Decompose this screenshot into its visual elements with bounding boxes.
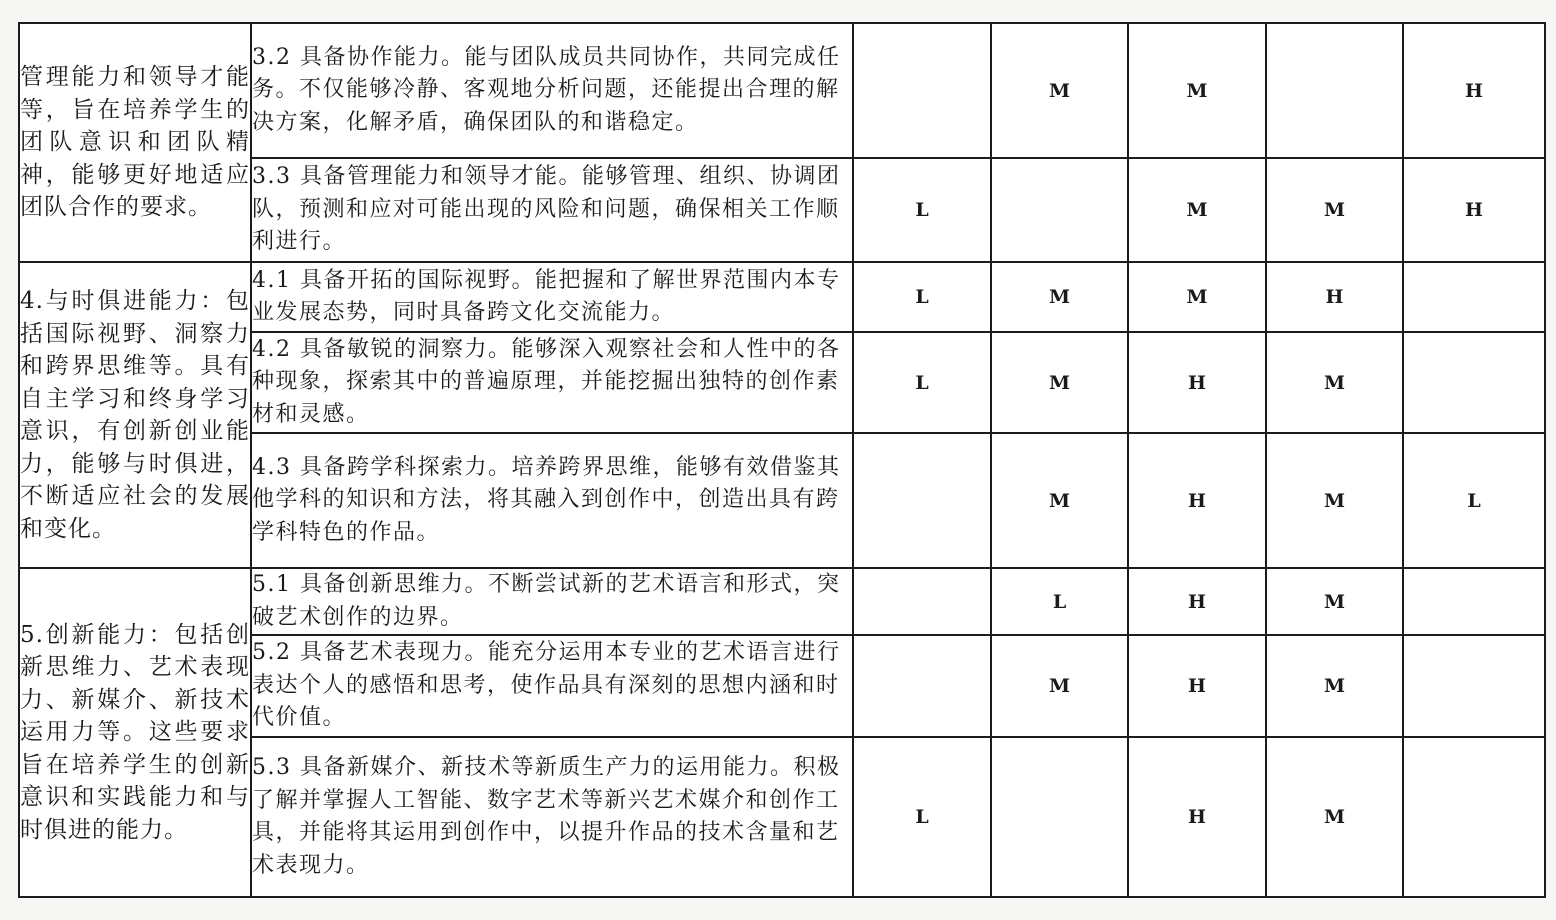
table-row [19, 262, 1545, 332]
requirement-cell: 3.2 具备协作能力。能与团队成员共同协作，共同完成任务。不仅能够冷静、客观地分析问题，还能提出合理的解决方案，化解矛盾，确保团队的和谐稳定。 [251, 23, 853, 158]
mark-cell: H [1128, 737, 1266, 897]
mark-cell: H [1128, 332, 1266, 433]
mark-cell: M [1266, 332, 1403, 433]
mark-cell [853, 23, 991, 158]
requirement-cell: 5.2 具备艺术表现力。能充分运用本专业的艺术语言进行表达个人的感悟和思考，使作品具有深刻的思想内涵和时代价值。 [251, 635, 853, 737]
mark-cell: H [1128, 635, 1266, 737]
mark-cell: H [1128, 433, 1266, 568]
mark-cell: L [853, 332, 991, 433]
mark-cell: M [991, 23, 1128, 158]
mark-cell [1403, 568, 1545, 635]
group-cell-4: 4.与时俱进能力：包括国际视野、洞察力和跨界思维等。具有自主学习和终身学习意识，有创新创业能力，能够与时俱进，不断适应社会的发展和变化。 [19, 262, 251, 568]
mark-cell: M [1266, 568, 1403, 635]
mark-cell: M [991, 635, 1128, 737]
table-row [19, 23, 1545, 158]
mark-cell: M [1266, 433, 1403, 568]
mark-cell: M [1266, 635, 1403, 737]
mark-cell [1403, 635, 1545, 737]
mark-cell [991, 158, 1128, 262]
mark-cell: L [853, 737, 991, 897]
mark-cell [1403, 332, 1545, 433]
mark-cell: M [991, 332, 1128, 433]
mark-cell: H [1266, 262, 1403, 332]
mark-cell [1403, 737, 1545, 897]
table-row [19, 568, 1545, 635]
group-cell-5: 5.创新能力：包括创新思维力、艺术表现力、新媒介、新技术运用力等。这些要求旨在培养学生的创新意识和实践能力和与时俱进的能力。 [19, 568, 251, 897]
mark-cell: H [1403, 23, 1545, 158]
mark-cell [1266, 23, 1403, 158]
mark-cell [991, 737, 1128, 897]
mark-cell: M [1128, 158, 1266, 262]
mark-cell: M [991, 262, 1128, 332]
mark-cell: M [1266, 737, 1403, 897]
requirement-cell: 5.3 具备新媒介、新技术等新质生产力的运用能力。积极了解并掌握人工智能、数字艺术等新兴艺术媒介和创作工具，并能将其运用到创作中，以提升作品的技术含量和艺术表现力。 [251, 737, 853, 897]
mark-cell: L [991, 568, 1128, 635]
mark-cell: L [853, 262, 991, 332]
mark-cell [853, 635, 991, 737]
requirement-cell: 5.1 具备创新思维力。不断尝试新的艺术语言和形式，突破艺术创作的边界。 [251, 568, 853, 635]
mark-cell [1403, 262, 1545, 332]
document-page [18, 22, 1544, 896]
mark-cell: H [1128, 568, 1266, 635]
mark-cell: H [1403, 158, 1545, 262]
mark-cell: M [1266, 158, 1403, 262]
mark-cell: M [991, 433, 1128, 568]
mark-cell: M [1128, 23, 1266, 158]
requirement-cell: 4.3 具备跨学科探索力。培养跨界思维，能够有效借鉴其他学科的知识和方法，将其融入到创作中，创造出具有跨学科特色的作品。 [251, 433, 853, 568]
mark-cell: M [1128, 262, 1266, 332]
mark-cell: L [1403, 433, 1545, 568]
requirement-cell: 3.3 具备管理能力和领导才能。能够管理、组织、协调团队，预测和应对可能出现的风险和问题，确保相关工作顺利进行。 [251, 158, 853, 262]
requirement-cell: 4.1 具备开拓的国际视野。能把握和了解世界范围内本专业发展态势，同时具备跨文化交流能力。 [251, 262, 853, 332]
mark-cell [853, 568, 991, 635]
group-cell-3: 管理能力和领导才能等，旨在培养学生的团队意识和团队精神，能够更好地适应团队合作的要求。 [19, 23, 251, 262]
curriculum-support-matrix [18, 22, 1546, 898]
mark-cell: L [853, 158, 991, 262]
requirement-cell: 4.2 具备敏锐的洞察力。能够深入观察社会和人性中的各种现象，探索其中的普遍原理，并能挖掘出独特的创作素材和灵感。 [251, 332, 853, 433]
mark-cell [853, 433, 991, 568]
